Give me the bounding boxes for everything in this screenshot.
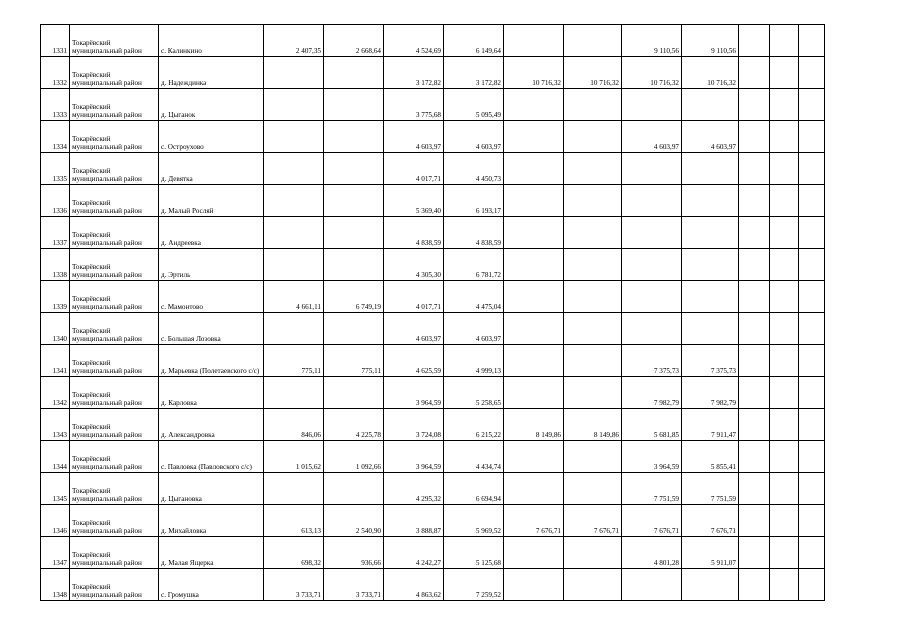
value-cell-8: 5 911,07 [682, 537, 739, 569]
value-cell-1 [264, 249, 324, 281]
value-cell-5 [504, 537, 564, 569]
value-cell-4: 7 259,52 [444, 569, 504, 601]
value-cell-5 [504, 25, 564, 57]
empty-cell-11 [799, 57, 825, 89]
empty-cell-11 [799, 185, 825, 217]
value-cell-3: 4 305,30 [384, 249, 444, 281]
empty-cell-9 [739, 409, 770, 441]
value-cell-7: 7 375,73 [622, 345, 682, 377]
empty-cell-10 [770, 121, 799, 153]
locality-cell: д. Карловка [159, 377, 264, 409]
district-cell: Токарёвский муниципальный район [70, 377, 159, 409]
table-row [41, 25, 825, 57]
value-cell-7 [622, 89, 682, 121]
value-cell-3: 4 295,32 [384, 473, 444, 505]
value-cell-4: 4 434,74 [444, 441, 504, 473]
empty-cell-11 [799, 441, 825, 473]
empty-cell-10 [770, 57, 799, 89]
value-cell-4: 4 475,04 [444, 281, 504, 313]
value-cell-6: 10 716,32 [564, 57, 622, 89]
empty-cell-9 [739, 377, 770, 409]
empty-cell-11 [799, 313, 825, 345]
value-cell-6: 8 149,86 [564, 409, 622, 441]
district-cell: Токарёвский муниципальный район [70, 217, 159, 249]
value-cell-1 [264, 57, 324, 89]
district-cell: Токарёвский муниципальный район [70, 153, 159, 185]
empty-cell-9 [739, 313, 770, 345]
row-number-cell: 1335 [41, 153, 70, 185]
empty-cell-11 [799, 25, 825, 57]
locality-cell: д. Эртиль [159, 249, 264, 281]
row-number-cell: 1339 [41, 281, 70, 313]
empty-cell-10 [770, 281, 799, 313]
value-cell-1 [264, 153, 324, 185]
value-cell-7: 9 110,56 [622, 25, 682, 57]
locality-cell: д. Девятка [159, 153, 264, 185]
value-cell-3: 3 775,68 [384, 89, 444, 121]
locality-cell: с. Калинкино [159, 25, 264, 57]
empty-cell-9 [739, 537, 770, 569]
locality-cell: с. Павловка (Павловского с/с) [159, 441, 264, 473]
district-cell: Токарёвский муниципальный район [70, 409, 159, 441]
value-cell-2 [324, 153, 384, 185]
value-cell-8: 7 911,47 [682, 409, 739, 441]
row-number-cell: 1343 [41, 409, 70, 441]
value-cell-4: 4 838,59 [444, 217, 504, 249]
value-cell-8 [682, 249, 739, 281]
value-cell-7: 4 801,28 [622, 537, 682, 569]
row-number-cell: 1346 [41, 505, 70, 537]
empty-cell-11 [799, 345, 825, 377]
table-row [41, 569, 825, 601]
district-cell: Токарёвский муниципальный район [70, 505, 159, 537]
row-number-cell: 1344 [41, 441, 70, 473]
value-cell-8 [682, 313, 739, 345]
value-cell-4: 4 450,73 [444, 153, 504, 185]
value-cell-5 [504, 185, 564, 217]
row-number-cell: 1348 [41, 569, 70, 601]
table-row [41, 409, 825, 441]
empty-cell-11 [799, 121, 825, 153]
district-cell: Токарёвский муниципальный район [70, 185, 159, 217]
value-cell-7 [622, 153, 682, 185]
empty-cell-11 [799, 377, 825, 409]
data-table [40, 24, 825, 601]
empty-cell-9 [739, 281, 770, 313]
locality-cell: с. Громушка [159, 569, 264, 601]
value-cell-2 [324, 57, 384, 89]
value-cell-6 [564, 249, 622, 281]
empty-cell-10 [770, 473, 799, 505]
empty-cell-10 [770, 505, 799, 537]
value-cell-1: 3 733,71 [264, 569, 324, 601]
value-cell-4: 6 193,17 [444, 185, 504, 217]
value-cell-3: 5 369,40 [384, 185, 444, 217]
value-cell-6 [564, 537, 622, 569]
value-cell-6 [564, 153, 622, 185]
value-cell-3: 3 724,08 [384, 409, 444, 441]
value-cell-6 [564, 89, 622, 121]
value-cell-1: 775,11 [264, 345, 324, 377]
value-cell-3: 4 017,71 [384, 153, 444, 185]
locality-cell: д. Марьевка (Полетаевского с/с) [159, 345, 264, 377]
value-cell-5: 7 676,71 [504, 505, 564, 537]
value-cell-5 [504, 313, 564, 345]
empty-cell-11 [799, 537, 825, 569]
row-number-cell: 1345 [41, 473, 70, 505]
locality-cell: д. Михайловка [159, 505, 264, 537]
empty-cell-9 [739, 473, 770, 505]
empty-cell-11 [799, 409, 825, 441]
value-cell-6 [564, 217, 622, 249]
empty-cell-9 [739, 217, 770, 249]
value-cell-6 [564, 377, 622, 409]
value-cell-3: 4 603,97 [384, 313, 444, 345]
value-cell-8 [682, 185, 739, 217]
empty-cell-10 [770, 313, 799, 345]
empty-cell-11 [799, 505, 825, 537]
value-cell-8 [682, 217, 739, 249]
table-body [41, 25, 825, 601]
value-cell-8: 7 982,79 [682, 377, 739, 409]
value-cell-8 [682, 281, 739, 313]
locality-cell: с. Мамонтово [159, 281, 264, 313]
value-cell-2: 936,66 [324, 537, 384, 569]
value-cell-2 [324, 217, 384, 249]
table-row [41, 89, 825, 121]
value-cell-7: 5 681,85 [622, 409, 682, 441]
district-cell: Токарёвский муниципальный район [70, 345, 159, 377]
value-cell-5 [504, 249, 564, 281]
value-cell-3: 3 964,59 [384, 441, 444, 473]
value-cell-6 [564, 281, 622, 313]
table-row [41, 313, 825, 345]
table-row [41, 57, 825, 89]
empty-cell-9 [739, 89, 770, 121]
value-cell-6 [564, 25, 622, 57]
row-number-cell: 1340 [41, 313, 70, 345]
empty-cell-11 [799, 281, 825, 313]
value-cell-5 [504, 473, 564, 505]
row-number-cell: 1331 [41, 25, 70, 57]
value-cell-4: 6 694,94 [444, 473, 504, 505]
table-row [41, 153, 825, 185]
value-cell-2: 775,11 [324, 345, 384, 377]
empty-cell-11 [799, 217, 825, 249]
empty-cell-10 [770, 537, 799, 569]
table-row [41, 121, 825, 153]
locality-cell: с. Большая Лозовка [159, 313, 264, 345]
value-cell-5: 10 716,32 [504, 57, 564, 89]
empty-cell-9 [739, 57, 770, 89]
value-cell-6: 7 676,71 [564, 505, 622, 537]
value-cell-6 [564, 185, 622, 217]
value-cell-7: 4 603,97 [622, 121, 682, 153]
locality-cell: д. Александровка [159, 409, 264, 441]
empty-cell-9 [739, 153, 770, 185]
value-cell-5 [504, 441, 564, 473]
value-cell-5 [504, 121, 564, 153]
empty-cell-9 [739, 569, 770, 601]
district-cell: Токарёвский муниципальный район [70, 121, 159, 153]
value-cell-3: 4 242,27 [384, 537, 444, 569]
empty-cell-9 [739, 249, 770, 281]
value-cell-2: 6 749,19 [324, 281, 384, 313]
locality-cell: д. Надеждинка [159, 57, 264, 89]
value-cell-4: 4 603,97 [444, 313, 504, 345]
value-cell-7 [622, 569, 682, 601]
locality-cell: д. Малая Ящерка [159, 537, 264, 569]
value-cell-3: 3 172,82 [384, 57, 444, 89]
district-cell: Токарёвский муниципальный район [70, 569, 159, 601]
value-cell-7 [622, 185, 682, 217]
value-cell-4: 5 969,52 [444, 505, 504, 537]
value-cell-5: 8 149,86 [504, 409, 564, 441]
district-cell: Токарёвский муниципальный район [70, 313, 159, 345]
value-cell-5 [504, 569, 564, 601]
value-cell-2 [324, 313, 384, 345]
value-cell-2: 1 092,66 [324, 441, 384, 473]
value-cell-1: 846,06 [264, 409, 324, 441]
value-cell-3: 4 863,62 [384, 569, 444, 601]
value-cell-5 [504, 89, 564, 121]
value-cell-8: 7 751,59 [682, 473, 739, 505]
empty-cell-9 [739, 345, 770, 377]
locality-cell: д. Цыганок [159, 89, 264, 121]
row-number-cell: 1333 [41, 89, 70, 121]
value-cell-8: 9 110,56 [682, 25, 739, 57]
locality-cell: д. Андреевка [159, 217, 264, 249]
value-cell-6 [564, 473, 622, 505]
value-cell-7: 7 982,79 [622, 377, 682, 409]
value-cell-7: 3 964,59 [622, 441, 682, 473]
table-row [41, 185, 825, 217]
value-cell-8: 4 603,97 [682, 121, 739, 153]
value-cell-1 [264, 89, 324, 121]
value-cell-5 [504, 345, 564, 377]
empty-cell-11 [799, 249, 825, 281]
row-number-cell: 1342 [41, 377, 70, 409]
empty-cell-10 [770, 217, 799, 249]
district-cell: Токарёвский муниципальный район [70, 281, 159, 313]
value-cell-6 [564, 569, 622, 601]
value-cell-2: 3 733,71 [324, 569, 384, 601]
value-cell-4: 5 258,65 [444, 377, 504, 409]
value-cell-8: 5 855,41 [682, 441, 739, 473]
empty-cell-9 [739, 121, 770, 153]
value-cell-2 [324, 249, 384, 281]
value-cell-2 [324, 89, 384, 121]
table-row [41, 345, 825, 377]
empty-cell-11 [799, 569, 825, 601]
empty-cell-11 [799, 89, 825, 121]
value-cell-4: 6 149,64 [444, 25, 504, 57]
locality-cell: с. Остроухово [159, 121, 264, 153]
value-cell-2 [324, 185, 384, 217]
table-row [41, 217, 825, 249]
value-cell-8: 10 716,32 [682, 57, 739, 89]
value-cell-4: 6 781,72 [444, 249, 504, 281]
empty-cell-10 [770, 89, 799, 121]
value-cell-8 [682, 569, 739, 601]
district-cell: Токарёвский муниципальный район [70, 473, 159, 505]
value-cell-1: 2 407,35 [264, 25, 324, 57]
empty-cell-11 [799, 153, 825, 185]
district-cell: Токарёвский муниципальный район [70, 441, 159, 473]
value-cell-3: 4 524,69 [384, 25, 444, 57]
value-cell-1 [264, 121, 324, 153]
empty-cell-10 [770, 25, 799, 57]
district-cell: Токарёвский муниципальный район [70, 57, 159, 89]
district-cell: Токарёвский муниципальный район [70, 249, 159, 281]
value-cell-5 [504, 377, 564, 409]
value-cell-1 [264, 185, 324, 217]
value-cell-5 [504, 217, 564, 249]
row-number-cell: 1338 [41, 249, 70, 281]
value-cell-2 [324, 377, 384, 409]
empty-cell-9 [739, 505, 770, 537]
table-row [41, 377, 825, 409]
value-cell-2 [324, 473, 384, 505]
table-row [41, 281, 825, 313]
empty-cell-10 [770, 441, 799, 473]
value-cell-2: 2 540,90 [324, 505, 384, 537]
row-number-cell: 1341 [41, 345, 70, 377]
value-cell-5 [504, 153, 564, 185]
value-cell-2: 2 668,64 [324, 25, 384, 57]
district-cell: Токарёвский муниципальный район [70, 537, 159, 569]
value-cell-6 [564, 345, 622, 377]
value-cell-5 [504, 281, 564, 313]
table-row [41, 537, 825, 569]
value-cell-1 [264, 313, 324, 345]
row-number-cell: 1337 [41, 217, 70, 249]
value-cell-4: 4 603,97 [444, 121, 504, 153]
value-cell-7 [622, 249, 682, 281]
value-cell-2 [324, 121, 384, 153]
value-cell-4: 6 215,22 [444, 409, 504, 441]
locality-cell: д. Цыгановка [159, 473, 264, 505]
district-cell: Токарёвский муниципальный район [70, 89, 159, 121]
value-cell-8: 7 676,71 [682, 505, 739, 537]
empty-cell-11 [799, 473, 825, 505]
value-cell-6 [564, 441, 622, 473]
value-cell-1: 1 015,62 [264, 441, 324, 473]
value-cell-4: 5 125,68 [444, 537, 504, 569]
empty-cell-10 [770, 569, 799, 601]
row-number-cell: 1336 [41, 185, 70, 217]
table-row [41, 505, 825, 537]
row-number-cell: 1334 [41, 121, 70, 153]
value-cell-1 [264, 473, 324, 505]
empty-cell-10 [770, 377, 799, 409]
district-cell: Токарёвский муниципальный район [70, 25, 159, 57]
row-number-cell: 1332 [41, 57, 70, 89]
value-cell-3: 4 625,59 [384, 345, 444, 377]
value-cell-3: 4 017,71 [384, 281, 444, 313]
value-cell-1: 698,32 [264, 537, 324, 569]
value-cell-1 [264, 217, 324, 249]
empty-cell-9 [739, 185, 770, 217]
value-cell-3: 4 603,97 [384, 121, 444, 153]
table-row [41, 473, 825, 505]
value-cell-4: 3 172,82 [444, 57, 504, 89]
value-cell-4: 4 999,13 [444, 345, 504, 377]
locality-cell: д. Малый Росляй [159, 185, 264, 217]
value-cell-7 [622, 217, 682, 249]
value-cell-7 [622, 313, 682, 345]
value-cell-8 [682, 153, 739, 185]
value-cell-6 [564, 121, 622, 153]
value-cell-7 [622, 281, 682, 313]
empty-cell-10 [770, 249, 799, 281]
empty-cell-10 [770, 153, 799, 185]
empty-cell-9 [739, 25, 770, 57]
value-cell-8 [682, 89, 739, 121]
table-row [41, 441, 825, 473]
value-cell-1 [264, 377, 324, 409]
value-cell-3: 4 838,59 [384, 217, 444, 249]
empty-cell-9 [739, 441, 770, 473]
value-cell-2: 4 225,78 [324, 409, 384, 441]
value-cell-7: 10 716,32 [622, 57, 682, 89]
value-cell-1: 4 661,11 [264, 281, 324, 313]
table-row [41, 249, 825, 281]
empty-cell-10 [770, 409, 799, 441]
value-cell-7: 7 676,71 [622, 505, 682, 537]
value-cell-3: 3 964,59 [384, 377, 444, 409]
row-number-cell: 1347 [41, 537, 70, 569]
value-cell-3: 3 888,87 [384, 505, 444, 537]
value-cell-4: 5 095,49 [444, 89, 504, 121]
value-cell-7: 7 751,59 [622, 473, 682, 505]
value-cell-8: 7 375,73 [682, 345, 739, 377]
value-cell-1: 613,13 [264, 505, 324, 537]
value-cell-6 [564, 313, 622, 345]
empty-cell-10 [770, 185, 799, 217]
empty-cell-10 [770, 345, 799, 377]
